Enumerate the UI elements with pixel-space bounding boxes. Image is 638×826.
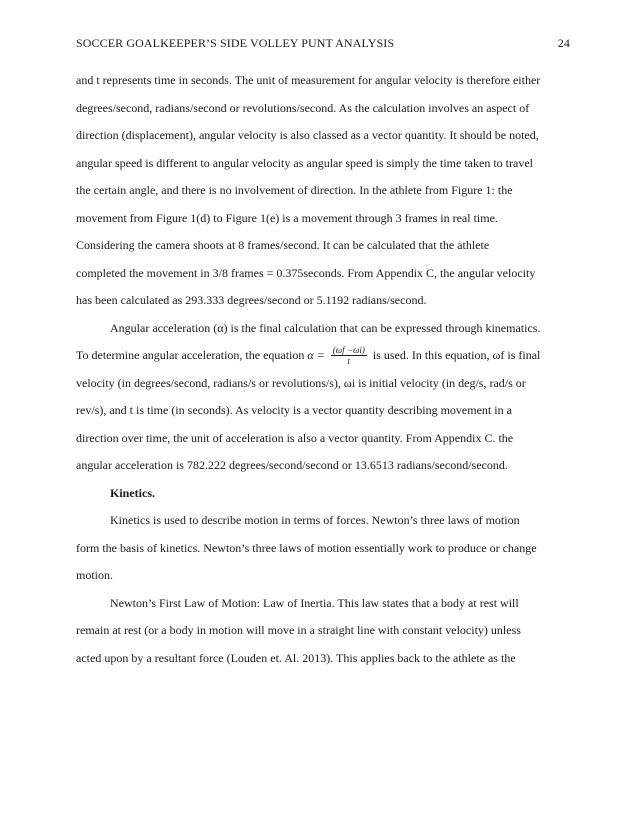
- text-line: rev/s), and t is time (in seconds). As velocity is a vector quantity describing movement in a: [76, 403, 512, 417]
- paragraph-angular-velocity: [76, 67, 568, 315]
- text-line: velocity (in degrees/second, radians/s or revolutions/s), ωi is initial velocity (in deg/s, rad/s or: [76, 375, 526, 390]
- running-header: [76, 36, 570, 51]
- text-after-equation: is used. In this equation, ωf is final: [372, 348, 541, 362]
- page-body: [76, 67, 568, 672]
- text-line: direction (displacement), angular velocity is also classed as a vector quantity. It should be noted,: [76, 128, 539, 142]
- text-line: and t represents time in seconds. The unit of measurement for angular velocity is therefore either: [76, 73, 541, 87]
- text-line: Considering the camera shoots at 8 frames/second. It can be calculated that the athlete: [76, 238, 490, 252]
- paragraph-kinetics: [76, 507, 568, 590]
- page-number: 24: [557, 36, 570, 50]
- equation-denominator: t: [347, 355, 351, 366]
- text-line: acted upon by a resultant force (Louden et. Al. 2013). This applies back to the athlete as the: [76, 650, 516, 665]
- equation-lhs: α =: [307, 348, 325, 362]
- paragraph-newtons-first-law: [76, 590, 568, 673]
- text-line: Newton’s First Law of Motion: Law of Inertia. This law states that a body at rest will: [110, 595, 519, 610]
- text-line: movement from Figure 1(d) to Figure 1(e) is a movement through 3 frames in real time.: [76, 210, 498, 225]
- text-line: form the basis of kinetics. Newton’s three laws of motion essentially work to produce or change: [76, 540, 537, 555]
- text-line: degrees/second, radians/second or revolutions/second. As the calculation involves an aspect of: [76, 100, 530, 115]
- text-line: angular speed is different to angular velocity as angular speed is simply the time taken to travel: [76, 155, 533, 170]
- text-line: direction over time, the unit of acceleration is also a vector quantity. From Appendix C. the: [76, 430, 514, 445]
- equation-numerator: (ωf −ωi): [332, 344, 365, 355]
- running-title: SOCCER GOALKEEPER’S SIDE VOLLEY PUNT ANALYSIS: [76, 36, 395, 50]
- text-line: the certain angle, and there is no involvement of direction. In the athlete from Figure 1: the: [76, 183, 513, 197]
- text-line: angular acceleration is 782.222 degrees/second/second or 13.6513 radians/second/second.: [76, 458, 508, 472]
- text-line: motion.: [76, 568, 114, 582]
- text-line: remain at rest (or a body in motion will move in a straight line with constant velocity) unless: [76, 623, 521, 637]
- equation-line: [76, 342, 568, 370]
- section-heading-kinetics: Kinetics.: [110, 485, 155, 500]
- text-before-equation: To determine angular acceleration, the equation: [76, 348, 305, 362]
- text-line: Kinetics is used to describe motion in terms of forces. Newton’s three laws of motion: [110, 513, 520, 527]
- paragraph-angular-acceleration: [76, 315, 568, 480]
- text-line: completed the movement in 3/8 frames = 0.375seconds. From Appendix C, the angular velocity: [76, 265, 536, 280]
- text-line: Angular acceleration (α) is the final calculation that can be expressed through kinematics.: [110, 320, 541, 335]
- text-line: has been calculated as 293.333 degrees/second or 5.1192 radians/second.: [76, 293, 427, 307]
- equation-fraction: [331, 345, 367, 366]
